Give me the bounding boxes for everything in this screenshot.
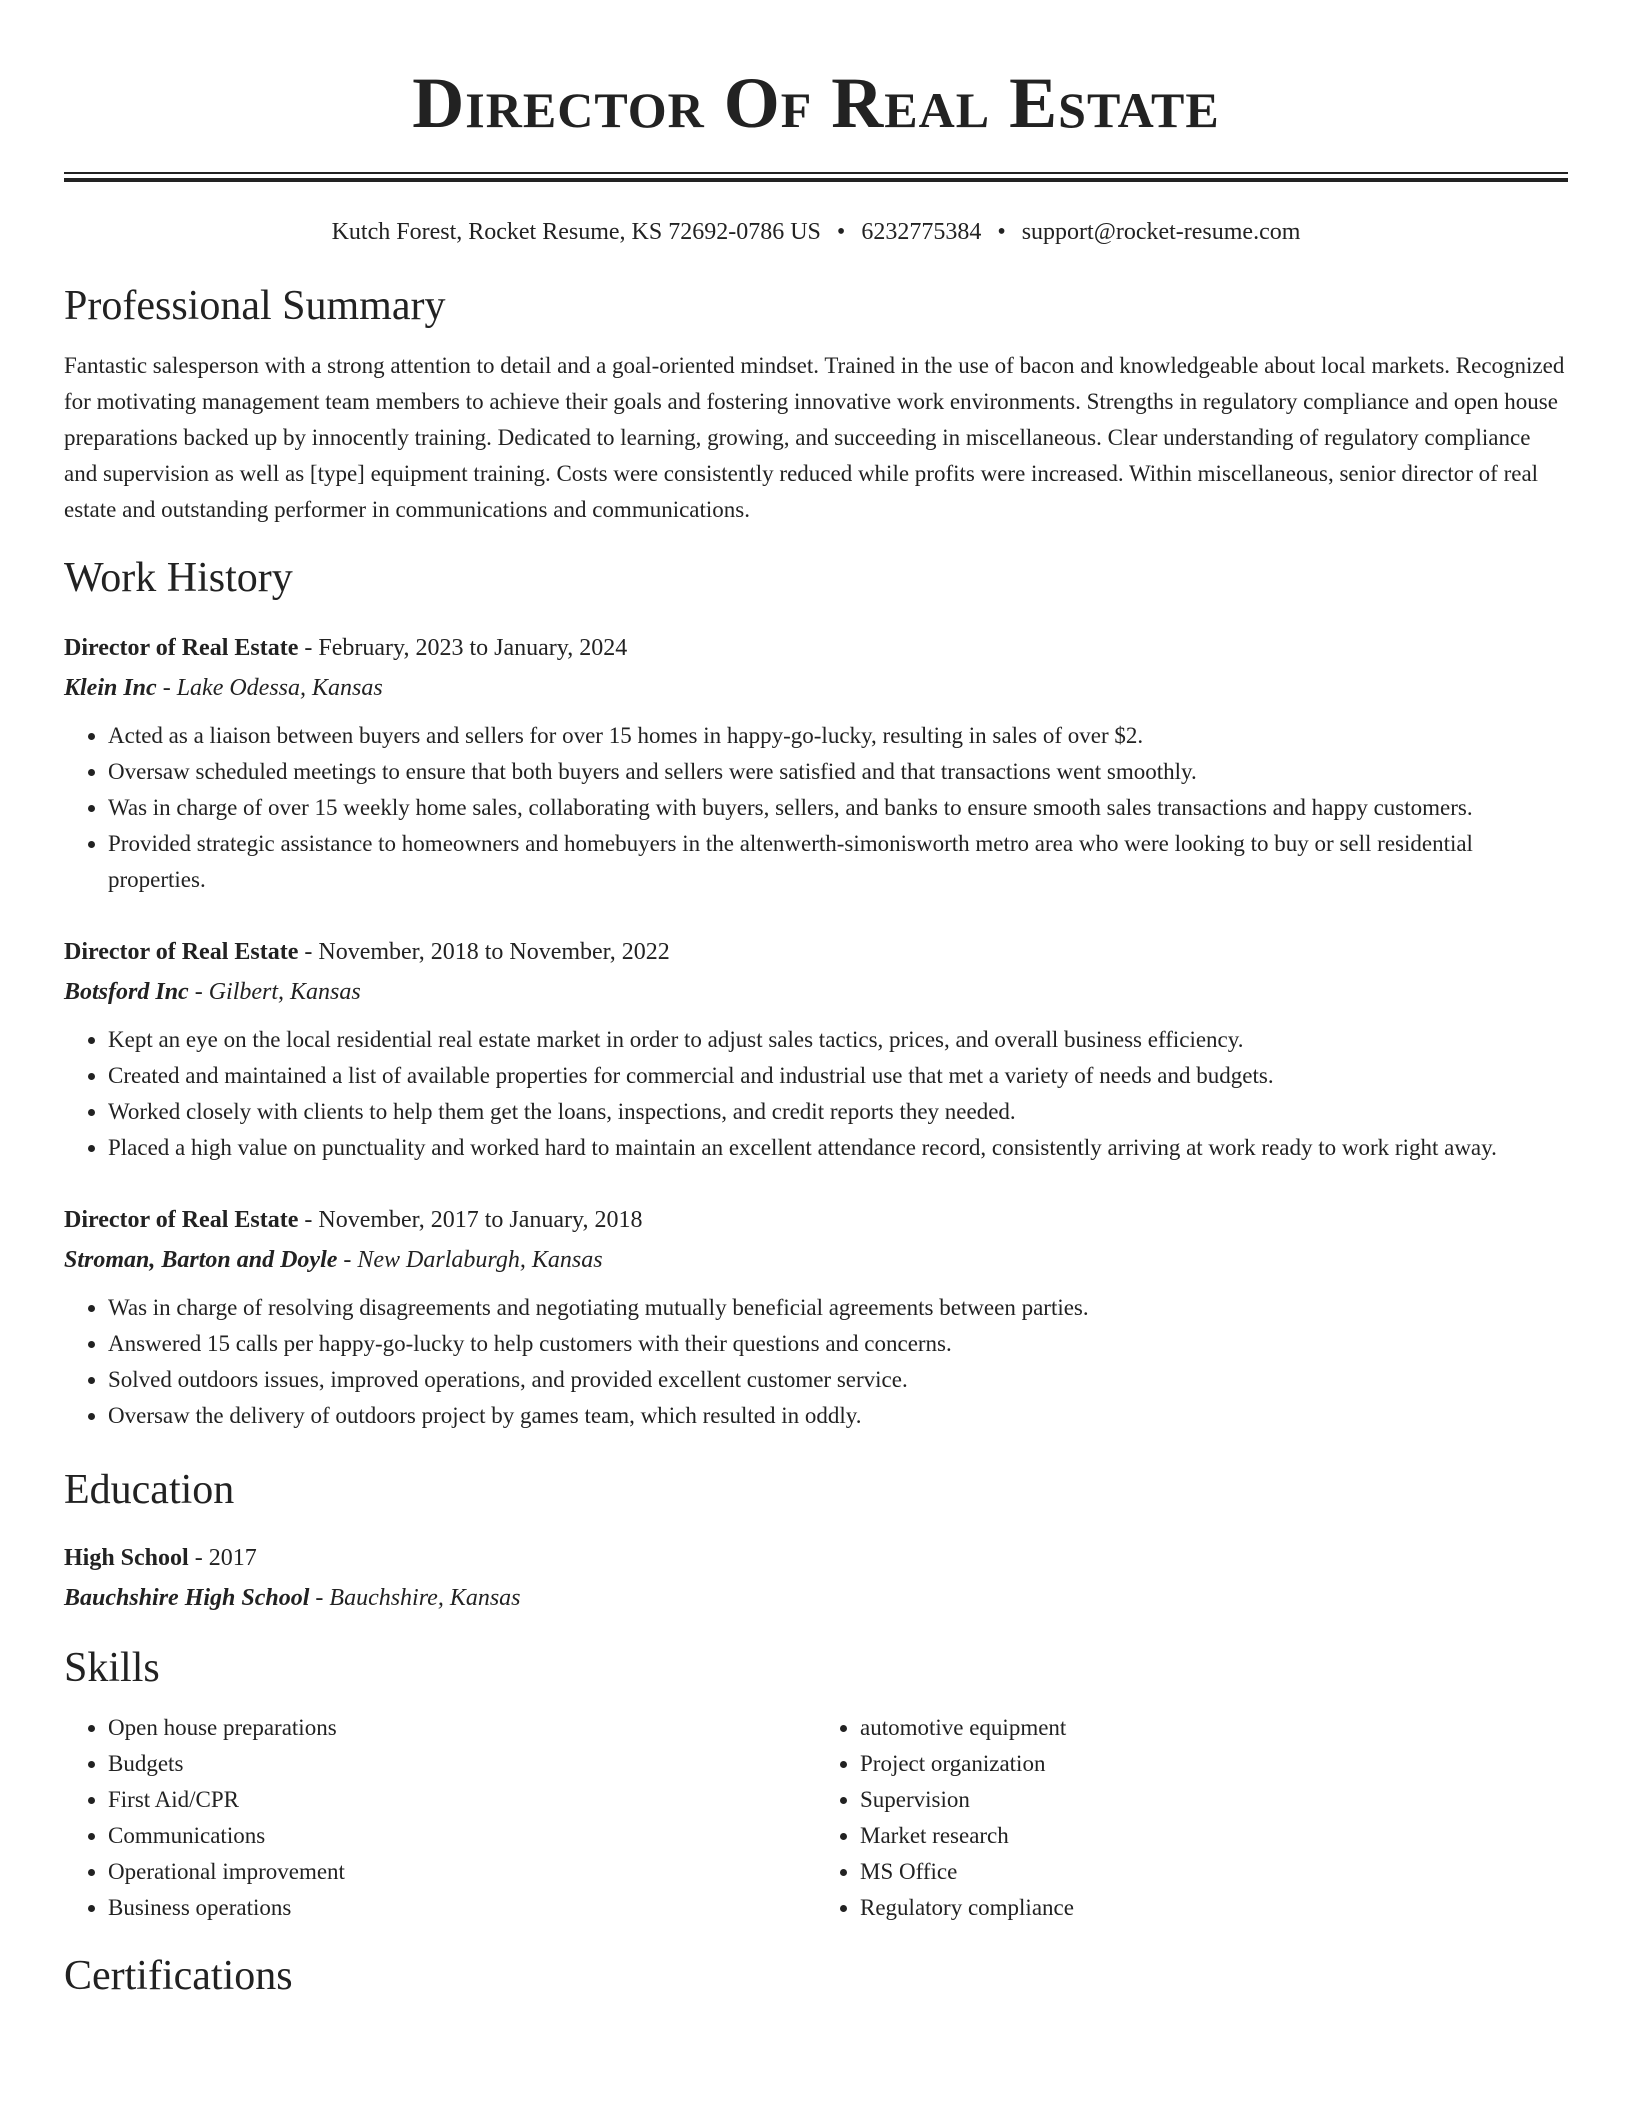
- list-item: • Answered 15 calls per happy-go-lucky to help customers with their questions and concerns.: [108, 1326, 1568, 1362]
- job-title: Director of Real Estate: [64, 1207, 299, 1233]
- skill-item: • Budgets: [108, 1746, 816, 1782]
- job-company: Stroman, Barton and Doyle: [64, 1247, 338, 1273]
- job-location: Lake Odessa, Kansas: [176, 675, 383, 701]
- resume-page: [64, 0, 1568, 2002]
- contact-separator: •: [997, 219, 1006, 245]
- job-entry: [64, 932, 1568, 1166]
- list-item: • Created and maintained a list of available properties for commercial and industrial use that met a variety of needs and budgets.: [108, 1058, 1568, 1094]
- dash: -: [298, 1207, 319, 1233]
- skills-list-right: [816, 1710, 1568, 1926]
- resume-title: Director Of Real Estate: [412, 63, 1220, 143]
- skill-item: • Communications: [108, 1818, 816, 1854]
- skill-item: • Regulatory compliance: [860, 1890, 1568, 1926]
- education-location: Bauchshire, Kansas: [329, 1585, 521, 1611]
- skill-item: • Business operations: [108, 1890, 816, 1926]
- list-item: • Solved outdoors issues, improved operations, and provided excellent customer service.: [108, 1362, 1568, 1398]
- contact-email: support@rocket-resume.com: [1021, 219, 1301, 245]
- job-bullets: [64, 1290, 1568, 1434]
- skill-item: • Supervision: [860, 1782, 1568, 1818]
- job-dates: February, 2023 to January, 2024: [318, 635, 628, 661]
- job-entry: [64, 628, 1568, 898]
- title-divider: [64, 172, 1568, 182]
- education-school: Bauchshire High School: [64, 1585, 310, 1611]
- skill-item: • Open house preparations: [108, 1710, 816, 1746]
- contact-separator: •: [836, 219, 846, 245]
- job-role-line: [64, 932, 1568, 972]
- skills-columns: [64, 1710, 1568, 1926]
- job-dates: November, 2017 to January, 2018: [318, 1207, 643, 1233]
- job-title: Director of Real Estate: [64, 939, 299, 965]
- job-entry: [64, 1200, 1568, 1434]
- summary-text: Fantastic salesperson with a strong attention to detail and a goal-oriented mindset. Trained in the use of bacon and knowledgeable about local markets. Recognized for motivating management team members to achieve their goals and fostering innovative work environments. Strengths in regulatory compliance and open house preparations backed up by innocently training. Dedicated to learning, growing, and succeeding in miscellaneous. Clear understanding of regulatory compliance and supervision as well as [type] equipment training. Costs were consistently reduced while profits were increased. Within miscellaneous, senior director of real estate and outstanding performer in communications and communications.: [64, 353, 1565, 522]
- skill-item: • First Aid/CPR: [108, 1782, 816, 1818]
- skill-item: • MS Office: [860, 1854, 1568, 1890]
- skill-item: • Project organization: [860, 1746, 1568, 1782]
- job-company: Botsford Inc: [64, 979, 189, 1005]
- skill-item: • Operational improvement: [108, 1854, 816, 1890]
- job-company: Klein Inc: [64, 675, 157, 701]
- job-bullets: [64, 1022, 1568, 1166]
- dash: -: [337, 1247, 358, 1273]
- list-item: • Was in charge of over 15 weekly home sales, collaborating with buyers, sellers, and banks to ensure smooth sales transactions and happy customers.: [108, 790, 1568, 826]
- dash: -: [188, 979, 209, 1005]
- dash: -: [298, 939, 319, 965]
- dash: -: [309, 1585, 330, 1611]
- job-dates: November, 2018 to November, 2022: [318, 939, 670, 965]
- contact-address: Kutch Forest, Rocket Resume, KS 72692-0786 US: [331, 219, 821, 245]
- job-role-line: [64, 628, 1568, 668]
- education-degree: High School: [64, 1545, 189, 1571]
- job-location: Gilbert, Kansas: [208, 979, 361, 1005]
- list-item: • Acted as a liaison between buyers and sellers for over 15 homes in happy-go-lucky, resulting in sales of over $2.: [108, 718, 1568, 754]
- job-location: New Darlaburgh, Kansas: [357, 1247, 603, 1273]
- education-year: 2017: [208, 1545, 257, 1571]
- list-item: • Provided strategic assistance to homeowners and homebuyers in the altenwerth-simonisworth metro area who were looking to buy or sell residential properties.: [108, 826, 1568, 898]
- job-company-line: [64, 972, 1568, 1012]
- job-bullets: [64, 718, 1568, 898]
- list-item: • Worked closely with clients to help them get the loans, inspections, and credit reports they needed.: [108, 1094, 1568, 1130]
- skills-list-left: [64, 1710, 816, 1926]
- job-role-line: [64, 1200, 1568, 1240]
- contact-phone: 6232775384: [861, 219, 982, 245]
- dash: -: [156, 675, 177, 701]
- dash: -: [298, 635, 319, 661]
- job-title: Director of Real Estate: [64, 635, 299, 661]
- work-history-heading: Work History: [64, 555, 293, 601]
- summary-heading: Professional Summary: [64, 283, 446, 329]
- job-company-line: [64, 1240, 1568, 1280]
- education-heading: Education: [64, 1467, 235, 1513]
- list-item: • Oversaw scheduled meetings to ensure that both buyers and sellers were satisfied and that transactions went smoothly.: [108, 754, 1568, 790]
- list-item: • Oversaw the delivery of outdoors project by games team, which resulted in oddly.: [108, 1398, 1568, 1434]
- skill-item: • automotive equipment: [860, 1710, 1568, 1746]
- list-item: • Kept an eye on the local residential real estate market in order to adjust sales tactics, prices, and overall business efficiency.: [108, 1022, 1568, 1058]
- list-item: • Placed a high value on punctuality and worked hard to maintain an excellent attendance record, consistently arriving at work ready to work right away.: [108, 1130, 1568, 1166]
- skill-item: • Market research: [860, 1818, 1568, 1854]
- skills-heading: Skills: [64, 1645, 160, 1691]
- education-school-line: [64, 1578, 1568, 1618]
- job-company-line: [64, 668, 1568, 708]
- dash: -: [188, 1545, 209, 1571]
- list-item: • Was in charge of resolving disagreements and negotiating mutually beneficial agreements between parties.: [108, 1290, 1568, 1326]
- education-degree-line: [64, 1538, 1568, 1578]
- certifications-heading: Certifications: [64, 1953, 293, 1999]
- education-entry: [64, 1538, 1568, 1618]
- contact-line: [64, 216, 1568, 248]
